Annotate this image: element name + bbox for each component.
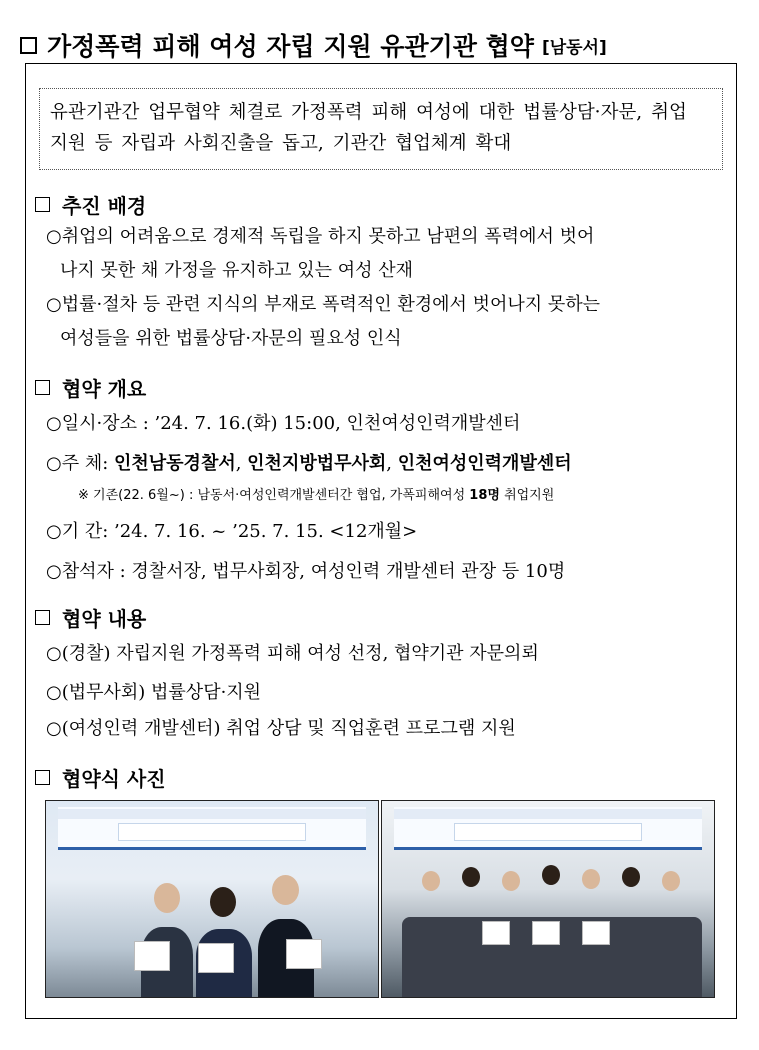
content-item-3: ○(여성인력 개발센터) 취업 상담 및 직업훈련 프로그램 지원 — [46, 718, 516, 739]
party-1: 인천남동경찰서 — [114, 453, 236, 474]
person-head — [422, 871, 440, 891]
section-heading-photos — [35, 763, 166, 792]
person-head — [272, 875, 299, 905]
section-heading-text: 협약식 사진 — [62, 767, 166, 791]
agreement-document — [286, 939, 322, 969]
person-head — [462, 867, 480, 887]
background-item-1 — [46, 220, 730, 288]
content-item-1: ○(경찰) 자립지원 가정폭력 피해 여성 선정, 협약기관 자문의뢰 — [46, 643, 539, 664]
note-prefix: ※ 기존(22. 6월~) : 남동서·여성인력개발센터간 협업, 가폭피해여성 — [78, 488, 470, 503]
agreement-document — [532, 921, 560, 945]
party-separator: , — [235, 453, 248, 474]
note-count: 18명 — [469, 488, 500, 503]
background-item-2 — [46, 288, 730, 356]
overview-attendees: ○참석자 : 경찰서장, 법무사회장, 여성인력 개발센터 관장 등 10명 — [46, 561, 566, 582]
party-2: 인천지방법무사회 — [247, 453, 387, 474]
section-heading-background — [35, 190, 146, 219]
square-bullet-icon — [35, 610, 50, 625]
square-bullet-icon — [35, 380, 50, 395]
party-separator: , — [386, 453, 398, 474]
background-item-2-line-1: ○법률·절차 등 관련 지식의 부재로 폭력적인 환경에서 벗어나지 못하는 — [46, 294, 601, 315]
agreement-document — [134, 941, 170, 971]
agreement-document — [582, 921, 610, 945]
section-heading-content — [35, 603, 146, 632]
ceremony-photo-1 — [45, 800, 379, 998]
party-3: 인천여성인력개발센터 — [397, 453, 572, 474]
agreement-document — [482, 921, 510, 945]
person-head — [582, 869, 600, 889]
person-head — [662, 871, 680, 891]
section-heading-text: 추진 배경 — [62, 194, 147, 218]
section-heading-text: 협약 개요 — [62, 377, 147, 401]
person-head — [622, 867, 640, 887]
person-head — [154, 883, 180, 913]
square-bullet-icon — [35, 770, 50, 785]
photo-strip — [45, 800, 715, 998]
parties-label: ○주 체: — [46, 453, 114, 474]
background-item-1-line-2: 나지 못한 채 가정을 유지하고 있는 여성 산재 — [60, 260, 414, 281]
ceremony-photo-2 — [381, 800, 715, 998]
note-suffix: 취업지원 — [499, 488, 555, 503]
section-heading-overview — [35, 373, 146, 402]
ceremony-banner-image — [394, 807, 702, 850]
person-head — [502, 871, 520, 891]
agreement-document — [198, 943, 234, 973]
title-checkbox-icon — [20, 37, 37, 54]
background-item-1-line-1: ○취업의 어려움으로 경제적 독립을 하지 못하고 남편의 폭력에서 벗어 — [46, 226, 595, 247]
ceremony-banner-image — [58, 807, 366, 850]
overview-note — [78, 484, 554, 503]
background-item-2-line-2: 여성들을 위한 법률상담·자문의 필요성 인식 — [60, 328, 402, 349]
content-item-2: ○(법무사회) 법률상담·지원 — [46, 682, 262, 703]
title-text: 가정폭력 피해 여성 자립 지원 유관기관 협약 — [47, 32, 534, 61]
person-head — [542, 865, 560, 885]
overview-period: ○기 간: ’24. 7. 16. ~ ’25. 7. 15. <12개월> — [46, 521, 418, 542]
section-heading-text: 협약 내용 — [62, 607, 147, 631]
square-bullet-icon — [35, 197, 50, 212]
overview-parties — [46, 447, 730, 481]
overview-datetime: ○일시·장소 : ’24. 7. 16.(화) 15:00, 인천여성인력개발센터 — [46, 413, 521, 434]
person-head — [210, 887, 236, 917]
title-org: [남동서] — [541, 37, 607, 58]
page-title — [20, 28, 740, 62]
summary-box: 유관기관간 업무협약 체결로 가정폭력 피해 여성에 대한 법률상담·자문, 취업 지원 등 자립과 사회진출을 돕고, 기관간 협업체계 확대 — [39, 88, 723, 170]
